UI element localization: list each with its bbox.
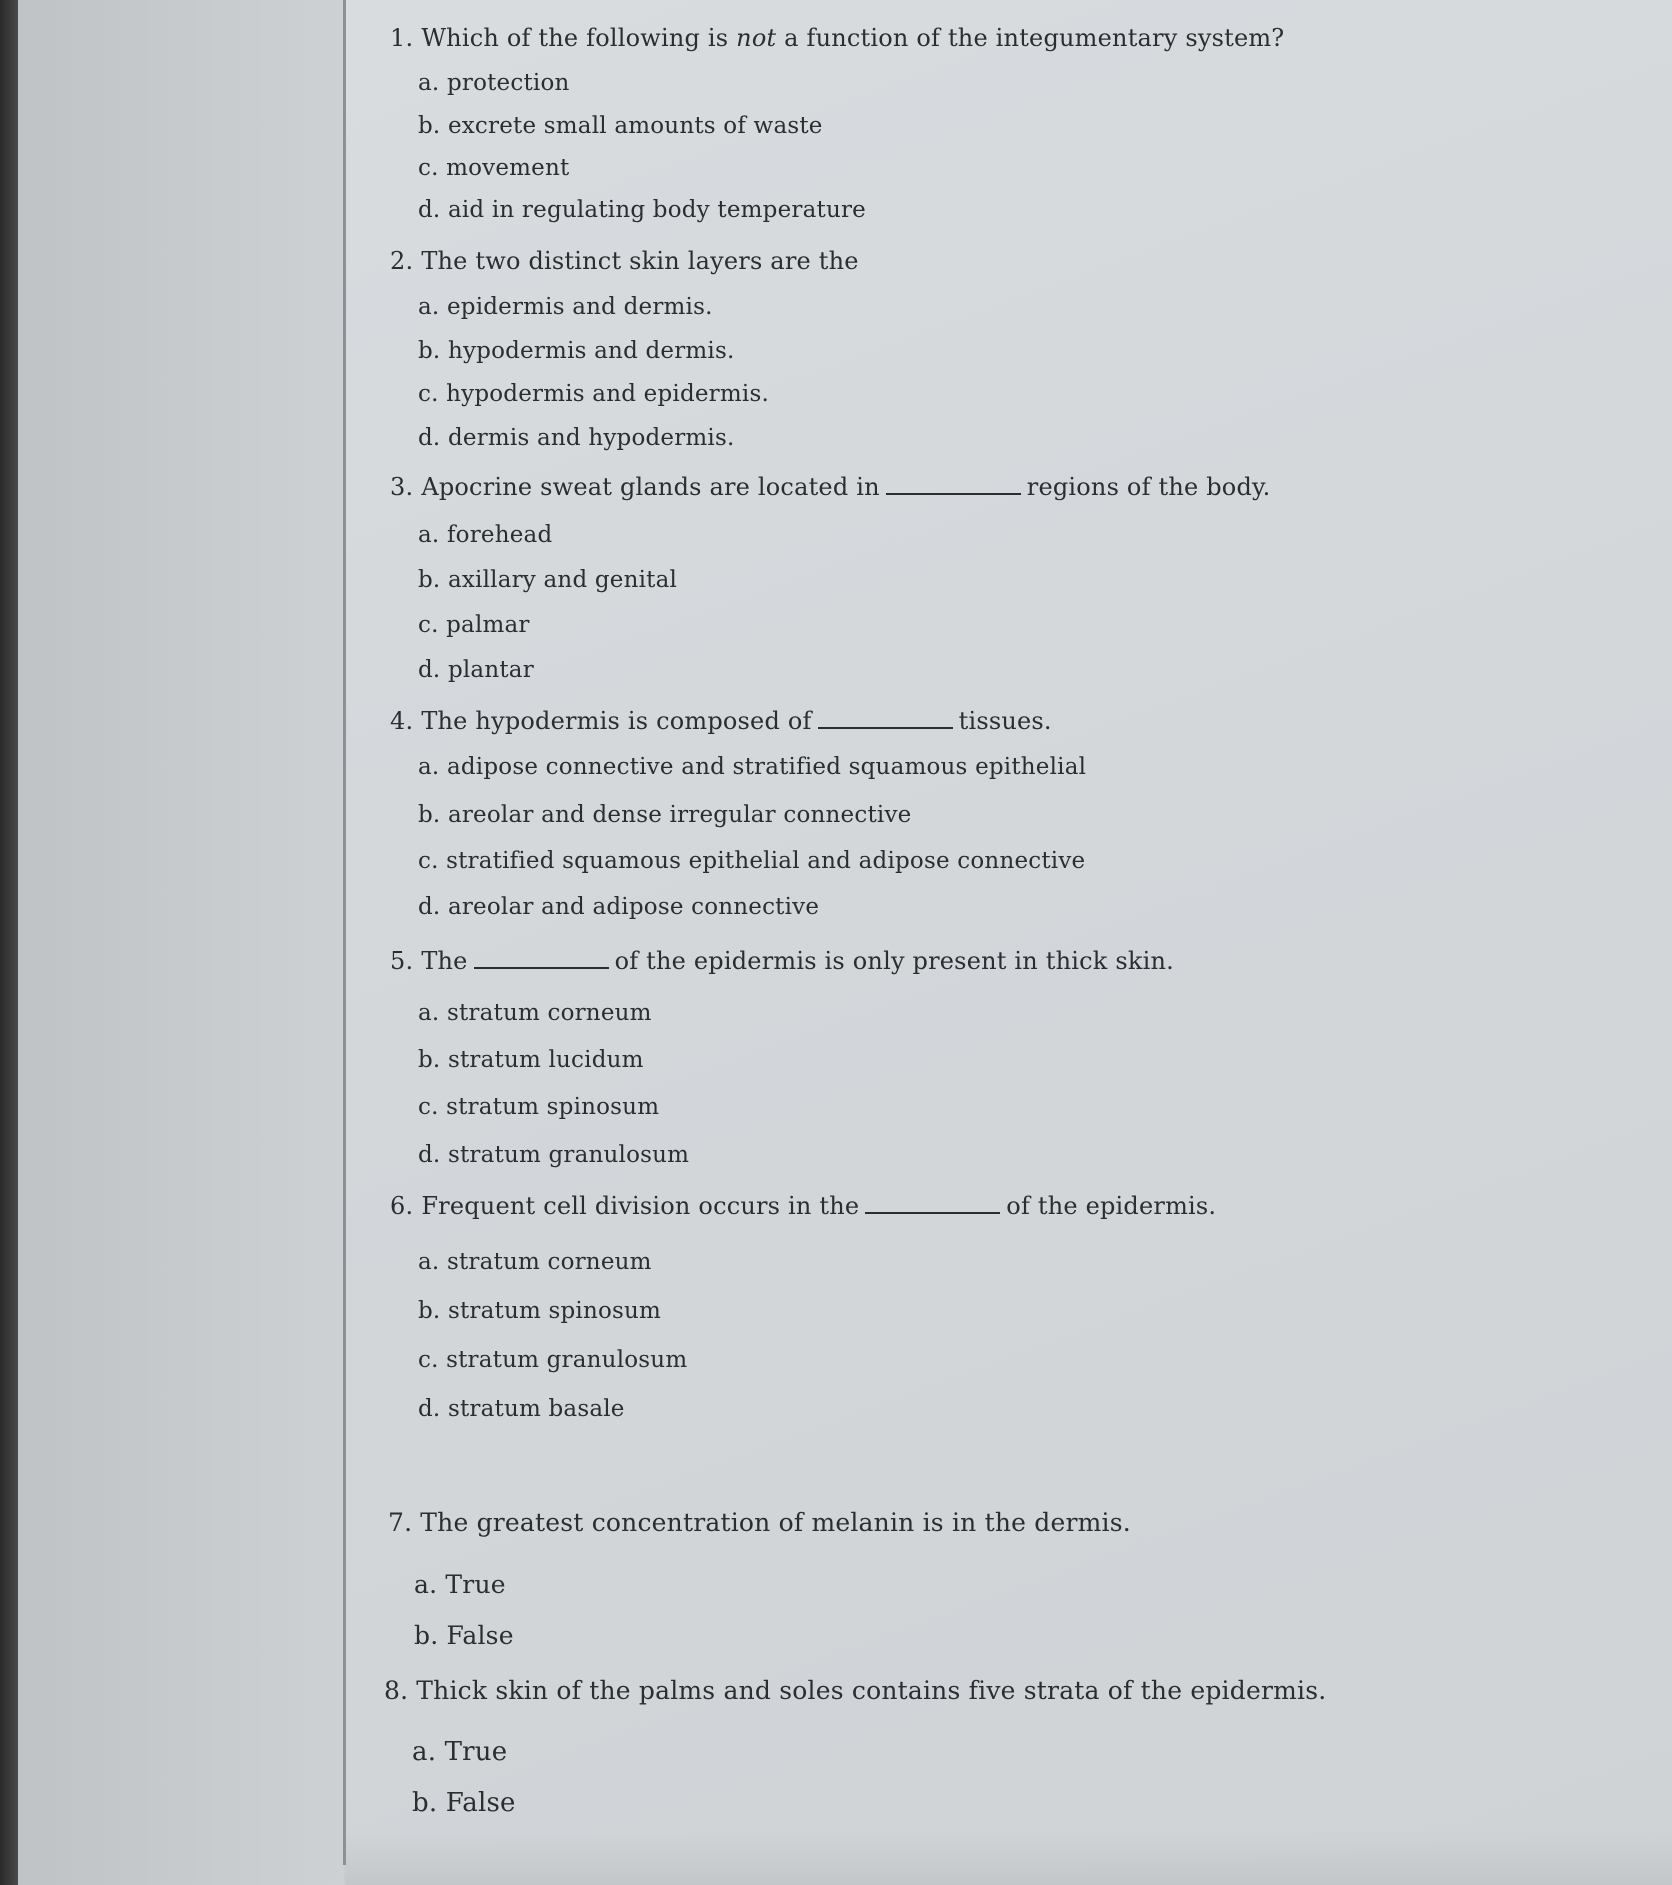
question-text: The greatest concentration of melanin is in the dermis. — [420, 1508, 1131, 1537]
option-text: True — [445, 1570, 506, 1599]
question-2-option-d[interactable] — [418, 425, 735, 451]
option-text: stratum corneum — [446, 1000, 652, 1026]
question-6-option-c[interactable] — [418, 1347, 687, 1373]
question-text-before: Frequent cell division occurs in the — [421, 1192, 860, 1220]
option-text: dermis and hypodermis. — [447, 425, 735, 451]
question-3 — [390, 473, 1270, 501]
question-2 — [390, 247, 859, 275]
option-letter: d. — [418, 197, 441, 223]
question-2-option-a[interactable] — [418, 294, 713, 320]
left-margin — [18, 0, 344, 1885]
question-number: 5. — [390, 947, 414, 975]
option-text: hypodermis and epidermis. — [446, 381, 769, 407]
option-letter: b. — [418, 1047, 441, 1073]
option-text: True — [444, 1737, 508, 1767]
question-1 — [390, 24, 1284, 52]
option-letter: b. — [418, 567, 441, 593]
question-number: 2. — [390, 247, 414, 275]
option-letter: d. — [418, 657, 441, 683]
question-number: 4. — [390, 707, 414, 735]
option-text: False — [446, 1621, 514, 1650]
option-text: stratum basale — [447, 1396, 625, 1422]
option-letter: d. — [418, 1396, 441, 1422]
question-3-option-c[interactable] — [418, 612, 530, 638]
option-letter: d. — [418, 894, 441, 920]
question-8 — [384, 1676, 1326, 1705]
option-text: stratum granulosum — [446, 1347, 688, 1373]
option-text: aid in regulating body temperature — [447, 197, 866, 223]
question-5-option-c[interactable] — [418, 1094, 659, 1120]
option-text: epidermis and dermis. — [446, 294, 713, 320]
option-letter: a. — [414, 1570, 438, 1599]
option-letter: c. — [418, 612, 439, 638]
question-text-before: The — [421, 947, 468, 975]
answer-blank[interactable] — [818, 726, 953, 729]
option-letter: a. — [418, 522, 440, 548]
question-number: 7. — [388, 1508, 413, 1537]
option-letter: b. — [418, 802, 441, 828]
question-text: The two distinct skin layers are the — [421, 247, 859, 275]
question-2-option-b[interactable] — [418, 338, 735, 364]
option-text: areolar and dense irregular connective — [447, 802, 912, 828]
question-text-after: regions of the body. — [1026, 473, 1271, 501]
answer-blank[interactable] — [886, 492, 1021, 495]
option-letter: b. — [412, 1788, 438, 1818]
option-text: plantar — [447, 657, 534, 683]
option-text: axillary and genital — [447, 567, 678, 593]
question-4-option-b[interactable] — [418, 802, 911, 828]
question-5 — [390, 947, 1174, 975]
option-text: forehead — [446, 522, 553, 548]
question-4-option-d[interactable] — [418, 894, 819, 920]
option-letter: c. — [418, 1347, 439, 1373]
question-6-option-a[interactable] — [418, 1249, 652, 1275]
question-number: 1. — [390, 24, 414, 52]
option-text: stratum granulosum — [447, 1142, 690, 1168]
question-text-before: Which of the following is — [421, 24, 737, 52]
question-7-option-a[interactable] — [414, 1570, 506, 1599]
question-text-before: The hypodermis is composed of — [421, 707, 812, 735]
option-letter: c. — [418, 1094, 439, 1120]
option-text: stratum corneum — [446, 1249, 652, 1275]
question-6-option-b[interactable] — [418, 1298, 661, 1324]
option-text: stratum spinosum — [447, 1298, 662, 1324]
question-8-option-b[interactable] — [412, 1788, 516, 1818]
question-3-option-b[interactable] — [418, 567, 677, 593]
option-text: excrete small amounts of waste — [447, 113, 823, 139]
option-text: stratum spinosum — [446, 1094, 660, 1120]
option-text: palmar — [446, 612, 530, 638]
option-letter: c. — [418, 381, 439, 407]
question-1-option-c[interactable] — [418, 155, 569, 181]
answer-blank[interactable] — [865, 1211, 1000, 1214]
option-text: adipose connective and stratified squamous epithelial — [446, 754, 1087, 780]
question-text-after: of the epidermis is only present in thick skin. — [614, 947, 1175, 975]
option-letter: b. — [418, 338, 441, 364]
question-4-option-c[interactable] — [418, 848, 1085, 874]
question-5-option-d[interactable] — [418, 1142, 689, 1168]
option-text: stratum lucidum — [447, 1047, 644, 1073]
question-4-option-a[interactable] — [418, 754, 1086, 780]
monitor-bezel — [0, 0, 18, 1885]
question-5-option-b[interactable] — [418, 1047, 644, 1073]
question-text-after: a function of the integumentary system? — [776, 24, 1285, 52]
option-letter: a. — [418, 1000, 440, 1026]
worksheet-page — [346, 0, 1672, 1885]
option-letter: b. — [418, 1298, 441, 1324]
question-5-option-a[interactable] — [418, 1000, 652, 1026]
question-1-option-a[interactable] — [418, 70, 570, 96]
option-letter: b. — [418, 113, 441, 139]
answer-blank[interactable] — [474, 966, 609, 969]
option-text: movement — [446, 155, 570, 181]
question-number: 8. — [384, 1676, 409, 1705]
option-letter: d. — [418, 1142, 441, 1168]
question-number: 6. — [390, 1192, 414, 1220]
option-letter: a. — [418, 294, 440, 320]
option-letter: a. — [418, 1249, 440, 1275]
option-letter: a. — [412, 1737, 437, 1767]
question-text-after: of the epidermis. — [1006, 1192, 1217, 1220]
question-6-option-d[interactable] — [418, 1396, 625, 1422]
question-6 — [390, 1192, 1216, 1220]
question-7 — [388, 1508, 1131, 1537]
option-letter: c. — [418, 848, 439, 874]
question-text: Thick skin of the palms and soles contains five strata of the epidermis. — [416, 1676, 1327, 1705]
question-1-option-d[interactable] — [418, 197, 866, 223]
question-text-after: tissues. — [958, 707, 1052, 735]
question-3-option-a[interactable] — [418, 522, 552, 548]
option-text: hypodermis and dermis. — [447, 338, 735, 364]
option-text: stratified squamous epithelial and adipose connective — [446, 848, 1086, 874]
option-text: areolar and adipose connective — [447, 894, 820, 920]
option-text: protection — [446, 70, 570, 96]
question-4 — [390, 707, 1052, 735]
question-7-option-b[interactable] — [414, 1621, 514, 1650]
option-letter: a. — [418, 70, 440, 96]
page-bottom-shadow — [346, 1830, 1672, 1885]
question-3-option-d[interactable] — [418, 657, 534, 683]
option-letter: c. — [418, 155, 439, 181]
question-1-option-b[interactable] — [418, 113, 823, 139]
question-number: 3. — [390, 473, 414, 501]
option-text: False — [445, 1788, 516, 1818]
question-emphasis: not — [736, 24, 777, 52]
option-letter: b. — [414, 1621, 439, 1650]
option-letter: d. — [418, 425, 441, 451]
option-letter: a. — [418, 754, 440, 780]
question-8-option-a[interactable] — [412, 1737, 507, 1767]
question-2-option-c[interactable] — [418, 381, 769, 407]
question-text-before: Apocrine sweat glands are located in — [421, 473, 880, 501]
